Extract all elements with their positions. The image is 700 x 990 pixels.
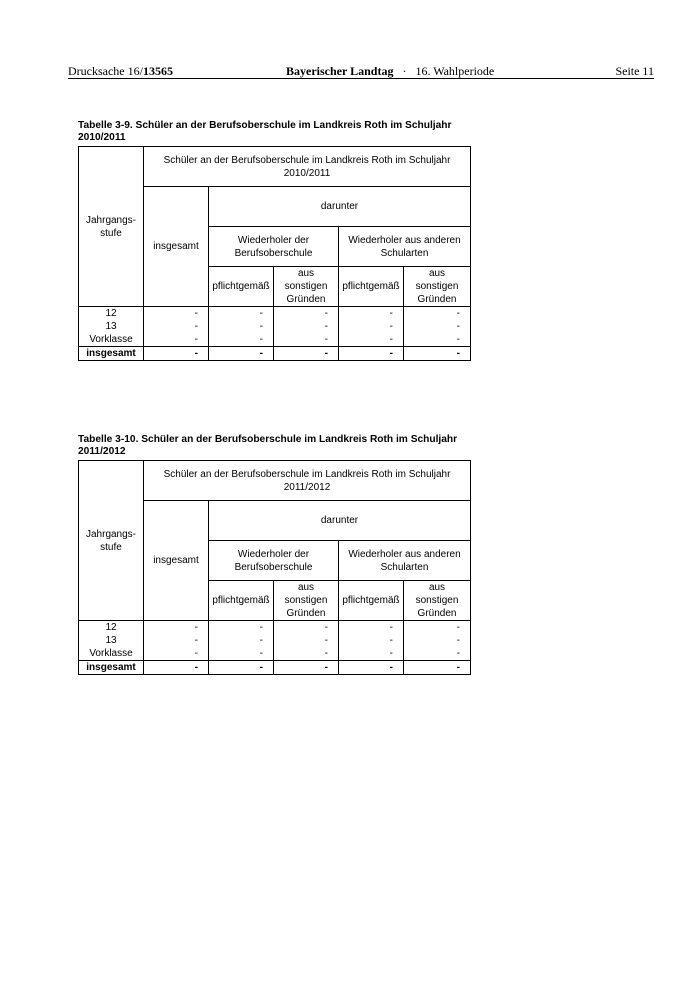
group2-line-1: Wiederholer aus anderen: [348, 548, 461, 560]
super-header: [144, 461, 471, 501]
cell: -: [144, 333, 209, 347]
cell: -: [274, 647, 339, 661]
sub-sonstigen: sonstigen: [415, 595, 459, 606]
cell: -: [144, 307, 209, 321]
cell: -: [404, 647, 471, 661]
cell: -: [404, 621, 471, 635]
sub-header-pflichtgemaess: pflichtgemäß: [209, 581, 274, 621]
row-header-line-1: Jahrgangs-: [85, 528, 137, 540]
sub-header-pflichtgemaess: pflichtgemäß: [339, 267, 404, 307]
row-header-cell: [79, 147, 144, 307]
table-row: [79, 621, 471, 635]
sub-sonstigen: sonstigen: [415, 281, 459, 292]
total-cell: -: [404, 661, 471, 675]
cell: -: [274, 621, 339, 635]
row-header-line-2: stufe: [100, 227, 122, 239]
total-cell: -: [339, 347, 404, 361]
insgesamt-header: insgesamt: [144, 501, 209, 621]
total-cell: -: [404, 347, 471, 361]
darunter-header: darunter: [209, 187, 471, 227]
data-table: [78, 146, 471, 361]
cell: -: [209, 333, 274, 347]
sub-gruenden: Gründen: [417, 608, 457, 619]
table-caption: [78, 434, 470, 458]
data-table: [78, 460, 471, 675]
group-header-wiederholer-bos: [209, 541, 339, 581]
sub-aus: aus: [428, 582, 446, 593]
header-separator: ·: [402, 64, 407, 78]
group2-line-2: Schularten: [380, 561, 429, 573]
sub-header-pflichtgemaess: pflichtgemäß: [339, 581, 404, 621]
group2-line-1: Wiederholer aus anderen: [348, 234, 461, 246]
table-row: [79, 320, 471, 333]
row-header-line-2: stufe: [100, 541, 122, 553]
header-rule: [68, 78, 654, 79]
cell: -: [209, 621, 274, 635]
drucksache-number: 13565: [142, 64, 173, 78]
total-row: [79, 347, 471, 361]
total-row: [79, 661, 471, 675]
sub-gruenden: Gründen: [417, 294, 457, 305]
table-block-3-9: [78, 120, 470, 361]
cell: -: [404, 320, 471, 333]
cell: -: [339, 307, 404, 321]
super-header-line-2: 2010/2011: [283, 167, 331, 179]
caption-line-2: 2010/2011: [78, 132, 126, 143]
sub-aus: aus: [297, 268, 315, 279]
total-cell: -: [144, 661, 209, 675]
cell: -: [144, 320, 209, 333]
page-number: Seite 11: [615, 64, 654, 78]
row-label: 13: [79, 634, 144, 647]
drucksache-label: [68, 64, 173, 79]
sub-aus: aus: [428, 268, 446, 279]
row-label: 12: [79, 621, 144, 635]
cell: -: [339, 647, 404, 661]
cell: -: [274, 634, 339, 647]
sub-header-sonstige: [404, 267, 471, 307]
row-label: Vorklasse: [79, 333, 144, 347]
cell: -: [209, 320, 274, 333]
total-label: insgesamt: [79, 661, 144, 675]
wahlperiode: 16. Wahlperiode: [415, 64, 495, 78]
cell: -: [209, 634, 274, 647]
sub-sonstigen: sonstigen: [284, 595, 328, 606]
caption-line-2: 2011/2012: [78, 446, 126, 457]
table-row: [79, 307, 471, 321]
super-header: [144, 147, 471, 187]
sub-gruenden: Gründen: [286, 294, 326, 305]
total-cell: -: [274, 347, 339, 361]
group1-line-2: Berufsoberschule: [234, 561, 313, 573]
cell: -: [339, 333, 404, 347]
page-header: [68, 62, 654, 79]
cell: -: [339, 320, 404, 333]
total-cell: -: [274, 661, 339, 675]
total-cell: -: [144, 347, 209, 361]
row-header-cell: [79, 461, 144, 621]
sub-header-sonstige: [404, 581, 471, 621]
cell: -: [274, 320, 339, 333]
caption-line-1: Tabelle 3-9. Schüler an der Berufsoberschule im Landkreis Roth im Schuljahr: [78, 120, 452, 131]
group-header-wiederholer-bos: [209, 227, 339, 267]
cell: -: [404, 634, 471, 647]
group2-line-2: Schularten: [380, 247, 429, 259]
cell: -: [339, 621, 404, 635]
super-header-line-2: 2011/2012: [283, 481, 331, 493]
group1-line-1: Wiederholer der: [237, 234, 310, 246]
cell: -: [404, 307, 471, 321]
group-header-wiederholer-andere: [339, 227, 471, 267]
cell: -: [404, 333, 471, 347]
total-cell: -: [209, 347, 274, 361]
table-row: [79, 333, 471, 347]
header-center: [286, 64, 494, 79]
super-header-line-1: Schüler an der Berufsoberschule im Landkreis Roth im Schuljahr: [163, 468, 451, 480]
cell: -: [209, 307, 274, 321]
landtag-name: Bayerischer Landtag: [286, 64, 394, 78]
sub-header-sonstige: [274, 267, 339, 307]
cell: -: [339, 634, 404, 647]
table-caption: [78, 120, 470, 144]
row-label: 13: [79, 320, 144, 333]
caption-line-1: Tabelle 3-10. Schüler an der Berufsoberschule im Landkreis Roth im Schuljahr: [78, 434, 458, 445]
sub-gruenden: Gründen: [286, 608, 326, 619]
table-row: [79, 647, 471, 661]
sub-sonstigen: sonstigen: [284, 281, 328, 292]
cell: -: [274, 307, 339, 321]
group-header-wiederholer-andere: [339, 541, 471, 581]
group1-line-1: Wiederholer der: [237, 548, 310, 560]
row-label: 12: [79, 307, 144, 321]
total-cell: -: [339, 661, 404, 675]
super-header-line-1: Schüler an der Berufsoberschule im Landkreis Roth im Schuljahr: [163, 154, 451, 166]
cell: -: [144, 647, 209, 661]
cell: -: [144, 621, 209, 635]
cell: -: [144, 634, 209, 647]
drucksache-prefix: Drucksache 16/: [68, 64, 143, 78]
total-label: insgesamt: [79, 347, 144, 361]
table-row: [79, 634, 471, 647]
group1-line-2: Berufsoberschule: [234, 247, 313, 259]
sub-aus: aus: [297, 582, 315, 593]
cell: -: [209, 647, 274, 661]
darunter-header: darunter: [209, 501, 471, 541]
insgesamt-header: insgesamt: [144, 187, 209, 307]
total-cell: -: [209, 661, 274, 675]
sub-header-pflichtgemaess: pflichtgemäß: [209, 267, 274, 307]
sub-header-sonstige: [274, 581, 339, 621]
row-label: Vorklasse: [79, 647, 144, 661]
row-header-line-1: Jahrgangs-: [85, 214, 137, 226]
cell: -: [274, 333, 339, 347]
table-block-3-10: [78, 434, 470, 675]
